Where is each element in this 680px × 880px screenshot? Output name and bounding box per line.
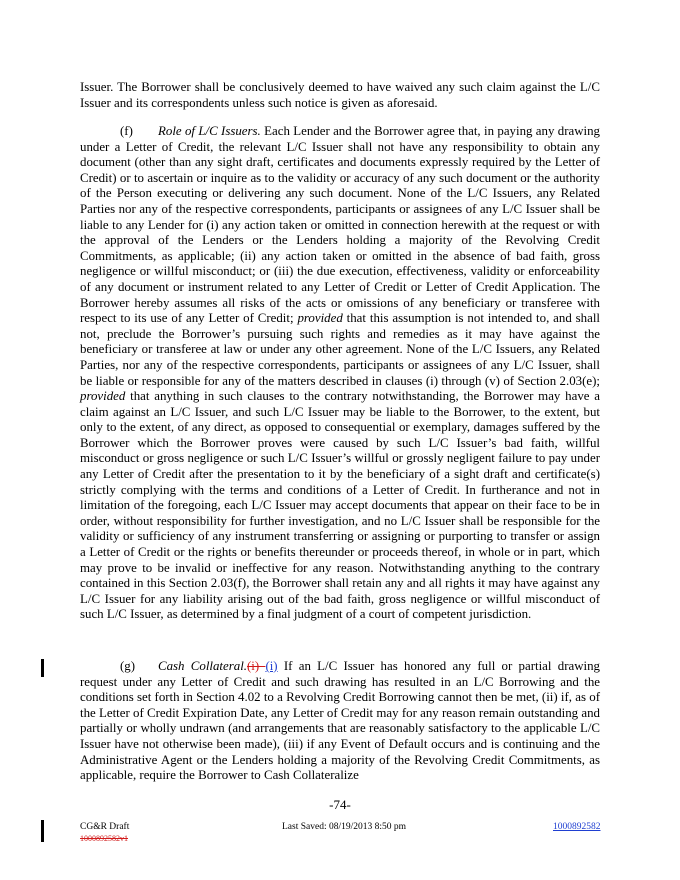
paragraph-f-text-3: that anything in such clauses to the contrary notwithstanding, the Borrower may have a claim against an L/C Issuer, and such L/C Issuer may be liable to the Borrower, to the extent, but only to the extent, of any direct, as opposed to consequential or exemplary, damages suffered by the Borrower which the Borrower proves were caused by such L/C Issuer’s bad faith, willful misconduct or gross negligence or such L/C Issuer’s willful or grossly negligent failure to pay under any Letter of Credit after the presentation to it by the beneficiary of a sight draft and certificate(s) strictly complying with the terms and conditions of a Letter of Credit. In furtherance and not in limitation of the foregoing, each L/C Issuer may accept documents that appear on their face to be in order, without responsibility for further investigation, and no L/C Issuer shall be responsible for the validity or sufficiency of any instrument transferring or assigning or purporting to transfer or assign a Letter of Credit or the rights or benefits thereunder or proceeds thereof, in whole or in part, which may prove to be invalid or ineffective for any reason. Notwithstanding anything to the contrary contained in this Section 2.03(f), the Borrower shall retain any and all rights it may have against any L/C Issuer for any liability arising out of the bad faith, gross negligence or willful misconduct of such L/C Issuer, as determined by a final judgment of a court of competent jurisdiction. xyxy=(80,389,600,622)
provided-term-2: provided xyxy=(80,389,126,404)
section-heading-f: Role of L/C Issuers. xyxy=(158,124,261,138)
deleted-text: (i) xyxy=(247,659,266,673)
page-number: -74- xyxy=(329,797,351,812)
section-heading-g: Cash Collateral. xyxy=(158,659,247,673)
footer-doc-number: 1000892582 xyxy=(553,822,601,832)
change-bar xyxy=(41,659,44,677)
paragraph-f-text-1: Each Lender and the Borrower agree that, in paying any drawing under a Letter of Credit, the relevant L/C Issuer shall not have any responsibility to obtain any document (other than any sight draft, certificates and documents expressly required by the Letter of Credit) or to ascertain or inquire as to the validity or accuracy of any such document or the authority of the Person executing or delivering any such document. None of the L/C Issuers, any Related Parties nor any of the respective correspondents, participants or assignees of any L/C Issuer shall be liable to any Lender for (i) any action taken or omitted in connection herewith at the request or with the approval of the Lenders or the Lenders holding a majority of the Revolving Credit Commitments, as applicable; (ii) any action taken or omitted in the absence of bad faith, gross negligence or willful misconduct; or (iii) the due execution, effectiveness, validity or enforceability of any document or instrument related to any Letter of Credit or Letter of Credit Application. The Borrower hereby assumes all risks of the acts or omissions of any beneficiary or transferee with respect to its use of any Letter of Credit; xyxy=(80,124,600,326)
change-bar xyxy=(41,820,44,842)
paragraph-f xyxy=(80,124,600,623)
paragraph-g-text: If an L/C Issuer has honored any full or partial drawing request under any Letter of Credit and such drawing has resulted in an L/C Borrowing and the conditions set forth in Section 4.02 to a Revolving Credit Borrowing cannot then be met, (ii) if, as of the Letter of Credit Expiration Date, any Letter of Credit may for any reason remain outstanding and partially or wholly undrawn (and arrangements that are reasonably satisfactory to the applicable L/C Issuer have not otherwise been made), (iii) if any Event of Default occurs and is continuing and the Administrative Agent or the Lenders holding a majority of the Revolving Credit Commitments, as applicable, require the Borrower to Cash Collateralize xyxy=(80,659,600,783)
footer-deleted-doc-number: 1000892582v1 xyxy=(80,834,128,843)
paragraph-continuation: Issuer. The Borrower shall be conclusively deemed to have waived any such claim against the L/C Issuer and its correspondents unless such notice is given as aforesaid. xyxy=(80,80,600,110)
section-label-f: (f) xyxy=(120,124,133,138)
footer-draft-label xyxy=(80,822,129,844)
inserted-text: (i) xyxy=(265,659,278,673)
section-label-g: (g) xyxy=(120,659,136,673)
footer-draft-text: CG&R Draft xyxy=(80,822,130,832)
provided-term-1: provided xyxy=(297,311,343,326)
footer-last-saved: Last Saved: 08/19/2013 8:50 pm xyxy=(282,822,407,832)
paragraph-g xyxy=(80,659,600,784)
paragraph-f-text-2: that this assumption is not intended to, and shall not, preclude the Borrower’s pursuing such rights and remedies as it may have against the beneficiary or transferee at law or under any other agreement. None of the L/C Issuers, any Related Parties, nor any of the respective correspondents, participants or assignees of any L/C Issuer, shall be liable or responsible for any of the matters described in clauses (i) through (v) of Section 2.03(e); xyxy=(80,311,600,388)
